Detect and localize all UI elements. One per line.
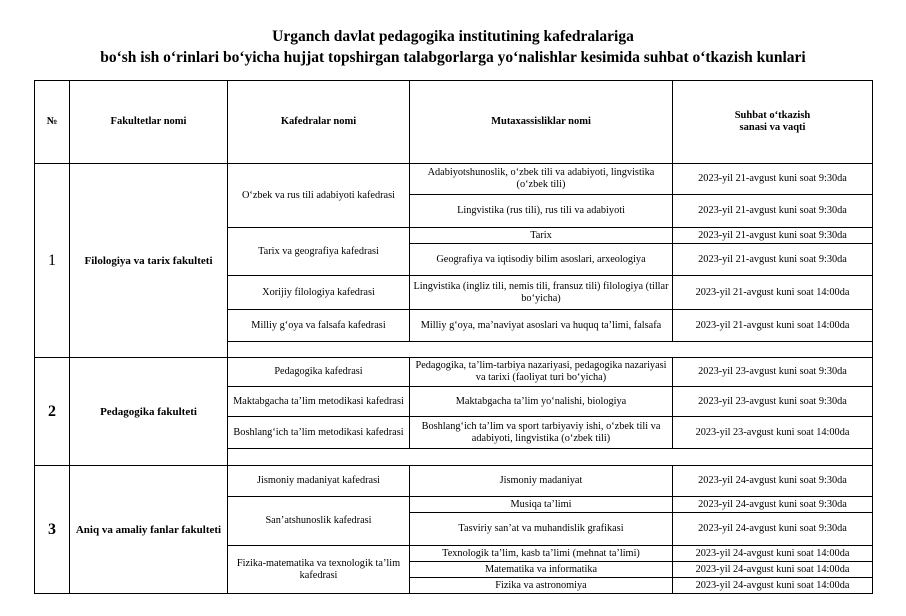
department-name: Jismoniy madaniyat kafedrasi: [228, 466, 410, 497]
header-row: [35, 81, 873, 164]
header-num: №: [35, 81, 70, 164]
date-cell: 2023-yil 21-avgust kuni soat 9:30da: [673, 228, 873, 244]
header-specialty: Mutaxassisliklar nomi: [410, 81, 673, 164]
specialty-cell: Matematika va informatika: [410, 562, 673, 578]
table-row: [35, 466, 873, 497]
specialty-cell: Musiqa ta’limi: [410, 497, 673, 513]
date-cell: 2023-yil 24-avgust kuni soat 9:30da: [673, 513, 873, 546]
header-date-line2: sanasi va vaqti: [739, 122, 806, 133]
date-cell: 2023-yil 21-avgust kuni soat 9:30da: [673, 244, 873, 276]
date-cell: 2023-yil 24-avgust kuni soat 14:00da: [673, 546, 873, 562]
faculty-number: 1: [35, 164, 70, 358]
specialty-cell: Tarix: [410, 228, 673, 244]
header-faculty: Fakultetlar nomi: [70, 81, 228, 164]
faculty-name: Filologiya va tarix fakulteti: [70, 164, 228, 358]
specialty-cell: Tasviriy san’at va muhandislik grafikasi: [410, 513, 673, 546]
date-cell: 2023-yil 21-avgust kuni soat 9:30da: [673, 195, 873, 228]
document-title-line-2: bo‘sh ish o‘rinlari bo‘yicha hujjat topshirgan talabgorlarga yo‘nalishlar kesimida suhbat o‘tkazish kunlari: [100, 49, 806, 66]
specialty-cell: Lingvistika (rus tili), rus tili va adabiyoti: [410, 195, 673, 228]
header-department: Kafedralar nomi: [228, 81, 410, 164]
department-name: Tarix va geografiya kafedrasi: [228, 228, 410, 276]
table-row: [35, 358, 873, 387]
specialty-cell: Maktabgacha ta’lim yo‘nalishi, biologiya: [410, 387, 673, 417]
date-cell: 2023-yil 21-avgust kuni soat 9:30da: [673, 164, 873, 195]
date-cell: 2023-yil 24-avgust kuni soat 9:30da: [673, 497, 873, 513]
specialty-cell: Milliy g‘oya, ma’naviyat asoslari va huquq ta’limi, falsafa: [410, 310, 673, 342]
department-name: Pedagogika kafedrasi: [228, 358, 410, 387]
header-date: [673, 81, 873, 164]
department-name: San’atshunoslik kafedrasi: [228, 497, 410, 546]
date-cell: 2023-yil 23-avgust kuni soat 9:30da: [673, 358, 873, 387]
specialty-cell: Texnologik ta’lim, kasb ta’limi (mehnat ta’limi): [410, 546, 673, 562]
specialty-cell: Lingvistika (ingliz tili, nemis tili, fransuz tili) filologiya (tillar bo‘yicha): [410, 276, 673, 310]
department-name: Milliy g‘oya va falsafa kafedrasi: [228, 310, 410, 342]
department-name: Xorijiy filologiya kafedrasi: [228, 276, 410, 310]
spacer-cell: [228, 449, 873, 466]
date-cell: 2023-yil 23-avgust kuni soat 9:30da: [673, 387, 873, 417]
document-title-line-1: Urganch davlat pedagogika institutining kafedralariga: [272, 28, 634, 45]
specialty-cell: Adabiyotshunoslik, o‘zbek tili va adabiyoti, lingvistika (o‘zbek tili): [410, 164, 673, 195]
date-cell: 2023-yil 24-avgust kuni soat 14:00da: [673, 578, 873, 594]
date-cell: 2023-yil 21-avgust kuni soat 14:00da: [673, 276, 873, 310]
schedule-table: [34, 80, 873, 594]
specialty-cell: Boshlang‘ich ta’lim va sport tarbiyaviy ishi, o‘zbek tili va adabiyoti, lingvistika (o‘zbek tili): [410, 417, 673, 449]
date-cell: 2023-yil 21-avgust kuni soat 14:00da: [673, 310, 873, 342]
faculty-number: 3: [35, 466, 70, 594]
specialty-cell: Pedagogika, ta’lim-tarbiya nazariyasi, pedagogika nazariyasi va tarixi (faoliyat turi bo‘yicha): [410, 358, 673, 387]
spacer-cell: [228, 342, 873, 358]
department-name: Fizika-matematika va texnologik ta’lim kafedrasi: [228, 546, 410, 594]
date-cell: 2023-yil 24-avgust kuni soat 9:30da: [673, 466, 873, 497]
faculty-number: 2: [35, 358, 70, 466]
table-row: [35, 164, 873, 195]
date-cell: 2023-yil 24-avgust kuni soat 14:00da: [673, 562, 873, 578]
department-name: Boshlang‘ich ta’lim metodikasi kafedrasi: [228, 417, 410, 449]
specialty-cell: Fizika va astronomiya: [410, 578, 673, 594]
department-name: O‘zbek va rus tili adabiyoti kafedrasi: [228, 164, 410, 228]
department-name: Maktabgacha ta’lim metodikasi kafedrasi: [228, 387, 410, 417]
specialty-cell: Jismoniy madaniyat: [410, 466, 673, 497]
date-cell: 2023-yil 23-avgust kuni soat 14:00da: [673, 417, 873, 449]
specialty-cell: Geografiya va iqtisodiy bilim asoslari, arxeologiya: [410, 244, 673, 276]
header-date-line1: Suhbat o‘tkazish: [734, 110, 811, 121]
faculty-name: Aniq va amaliy fanlar fakulteti: [70, 466, 228, 594]
faculty-name: Pedagogika fakulteti: [70, 358, 228, 466]
